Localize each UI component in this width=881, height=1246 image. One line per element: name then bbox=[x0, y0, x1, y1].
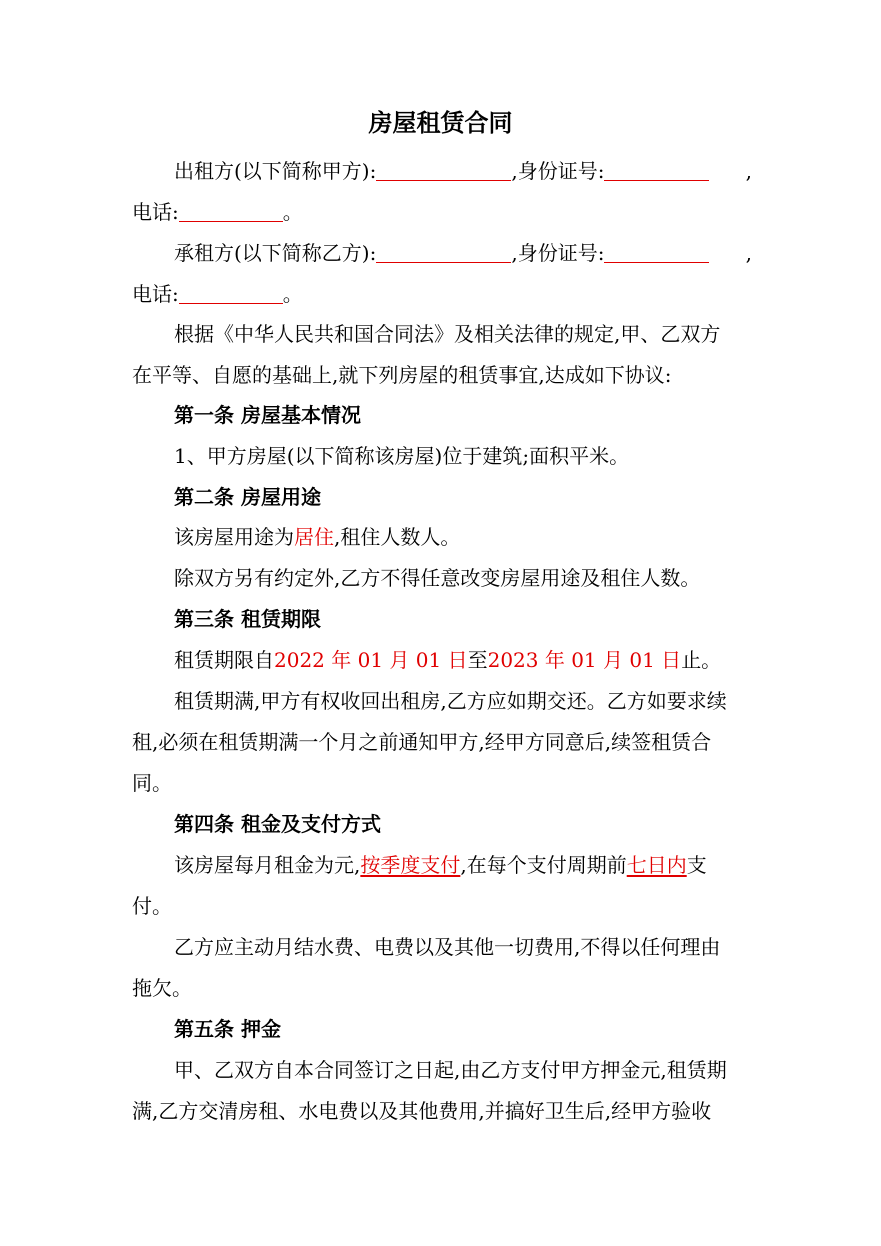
article-2-paragraph-1 bbox=[174, 522, 752, 552]
lessor-phone-label: 电话: bbox=[132, 200, 179, 224]
article-3-p2-line-1: 租赁期满,甲方有权收回出租房,乙方应如期交还。乙方如要求续 bbox=[174, 689, 727, 713]
lessor-name-blank[interactable] bbox=[376, 160, 511, 181]
article-4-p2-line-1: 乙方应主动月结水费、电费以及其他一切费用,不得以任何理由 bbox=[174, 935, 721, 959]
term-start-date: 2022 年 01 月 01 日 bbox=[274, 648, 468, 672]
article-2-heading: 第二条 房屋用途 bbox=[174, 485, 321, 509]
usage-highlight: 居住 bbox=[294, 525, 334, 549]
lessee-phone-label: 电话: bbox=[132, 282, 179, 306]
article-4-p1-line-2: 付。 bbox=[132, 894, 172, 918]
article-4-heading: 第四条 租金及支付方式 bbox=[174, 812, 381, 836]
lessee-phone-blank[interactable] bbox=[179, 283, 283, 304]
article-1-paragraph: 1、甲方房屋(以下简称该房屋)位于建筑;面积平米。 bbox=[174, 444, 630, 468]
preamble-line-2: 在平等、自愿的基础上,就下列房屋的租赁事宜,达成如下协议: bbox=[132, 363, 672, 387]
article-1-heading: 第一条 房屋基本情况 bbox=[174, 403, 361, 427]
rent-text-a: 该房屋每月租金为元, bbox=[174, 853, 361, 877]
lessee-id-label: ,身份证号: bbox=[511, 241, 605, 265]
article-2-paragraph-2: 除双方另有约定外,乙方不得任意改变房屋用途及租住人数。 bbox=[174, 566, 701, 590]
lessor-line bbox=[174, 156, 752, 186]
article-2-text-b: ,租住人数人。 bbox=[334, 525, 461, 549]
lessor-trailing-comma: , bbox=[745, 159, 752, 183]
lessor-phone-blank[interactable] bbox=[179, 201, 283, 222]
lessor-id-blank[interactable] bbox=[604, 160, 709, 181]
preamble-line-1: 根据《中华人民共和国合同法》及相关法律的规定,甲、乙双方 bbox=[174, 322, 721, 346]
lessee-phone-end: 。 bbox=[282, 282, 303, 306]
lessee-id-blank[interactable] bbox=[604, 242, 709, 263]
article-5-line-2: 满,乙方交清房租、水电费以及其他费用,并搞好卫生后,经甲方验收 bbox=[132, 1099, 712, 1123]
article-3-paragraph-1 bbox=[174, 645, 752, 675]
lessor-phone-end: 。 bbox=[282, 200, 303, 224]
article-3-p2-line-2: 租,必须在租赁期满一个月之前通知甲方,经甲方同意后,续签租赁合 bbox=[132, 730, 712, 754]
lessor-id-label: ,身份证号: bbox=[511, 159, 605, 183]
document-title: 房屋租赁合同 bbox=[368, 108, 513, 137]
lessee-name-blank[interactable] bbox=[376, 242, 511, 263]
term-text-b: 止。 bbox=[681, 648, 722, 672]
rent-text-b: ,在每个支付周期前 bbox=[460, 853, 627, 877]
lessor-label: 出租方(以下简称甲方): bbox=[174, 159, 377, 183]
article-3-heading: 第三条 租赁期限 bbox=[174, 607, 321, 631]
article-5-line-1: 甲、乙双方自本合同签订之日起,由乙方支付甲方押金元,租赁期 bbox=[174, 1058, 727, 1082]
lessee-trailing-comma: , bbox=[745, 241, 752, 265]
rent-text-c: 支 bbox=[686, 853, 707, 877]
term-end-date: 2023 年 01 月 01 日 bbox=[487, 648, 682, 672]
lessee-line bbox=[174, 238, 752, 268]
lessee-phone-line bbox=[132, 279, 752, 309]
payment-deadline-highlight: 七日内 bbox=[626, 853, 687, 877]
lessee-label: 承租方(以下简称乙方): bbox=[174, 241, 377, 265]
lessor-phone-line bbox=[132, 197, 752, 227]
term-text-a: 租赁期限自 bbox=[174, 648, 274, 672]
article-4-p2-line-2: 拖欠。 bbox=[132, 976, 192, 1000]
article-5-heading: 第五条 押金 bbox=[174, 1017, 281, 1041]
payment-frequency-highlight: 按季度支付 bbox=[360, 853, 461, 877]
article-2-text-a: 该房屋用途为 bbox=[174, 525, 294, 549]
article-4-paragraph-1 bbox=[174, 850, 752, 880]
term-to: 至 bbox=[467, 648, 488, 672]
article-3-p2-line-3: 同。 bbox=[132, 771, 172, 795]
